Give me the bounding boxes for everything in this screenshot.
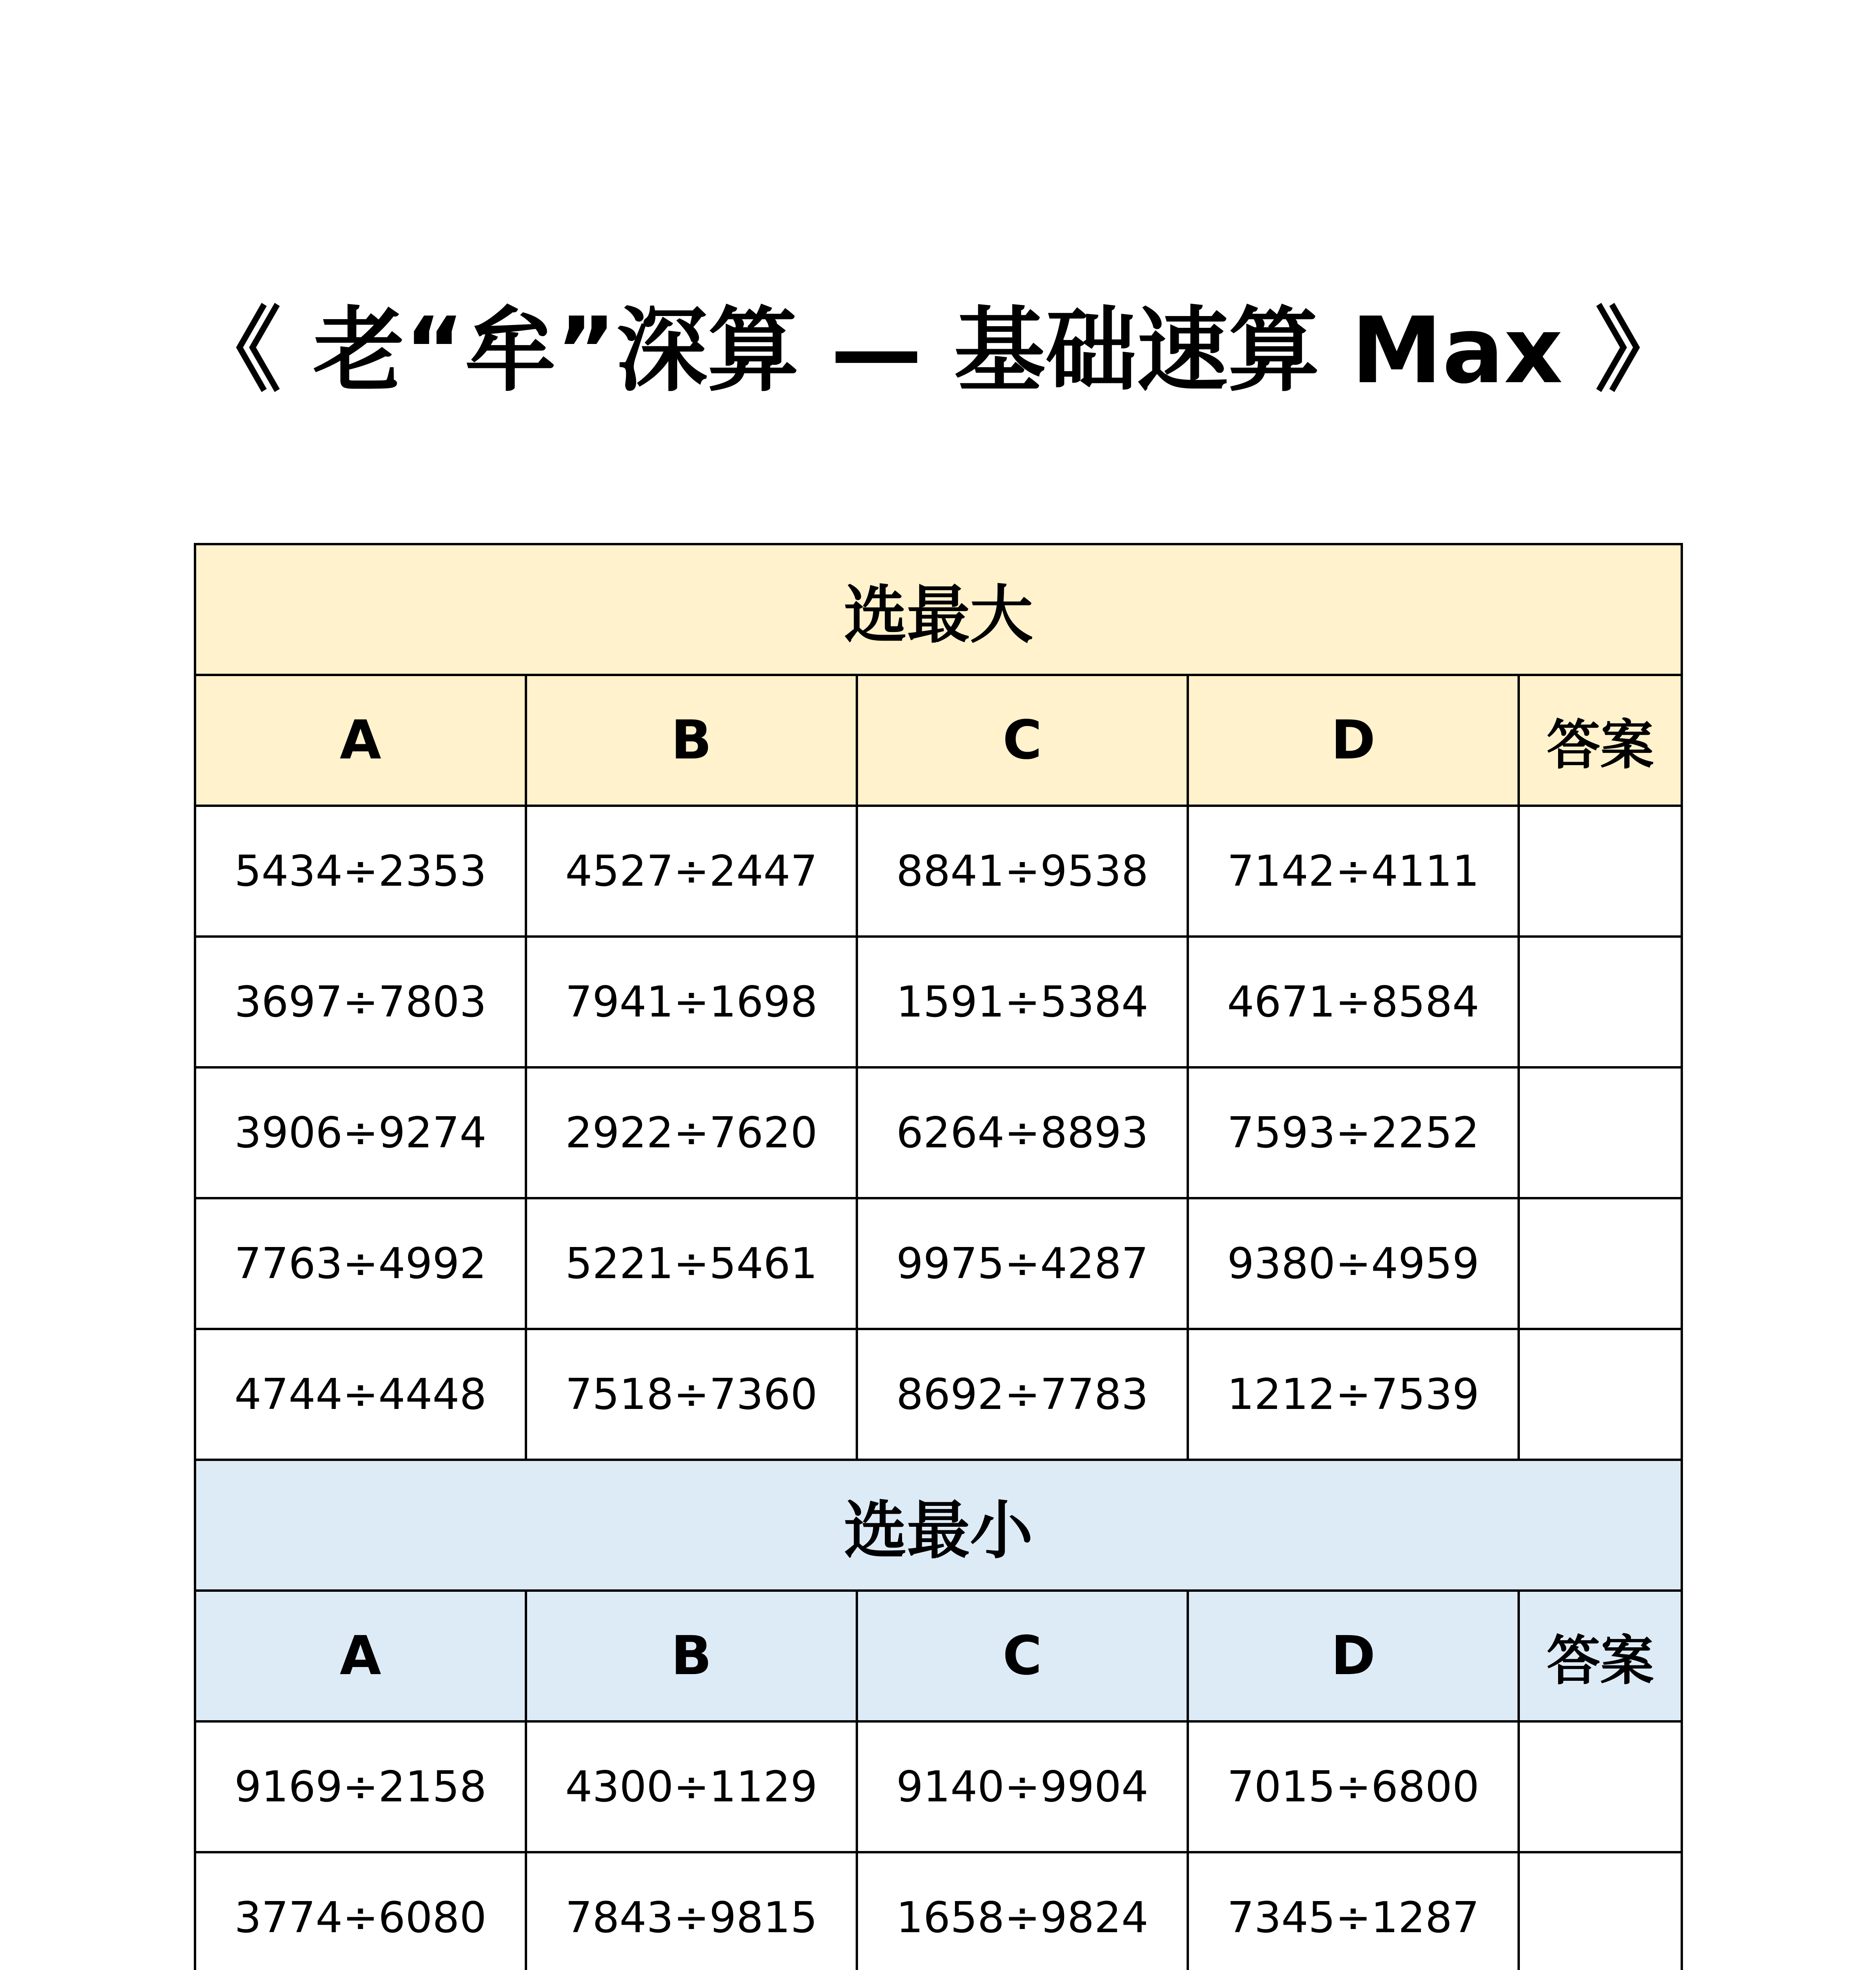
problem-b: 5221÷5461 xyxy=(526,1198,857,1329)
problem-a: 3906÷9274 xyxy=(195,1067,526,1198)
problem-c: 1658÷9824 xyxy=(857,1852,1188,1970)
problem-b: 4527÷2447 xyxy=(526,806,857,937)
problem-c: 9975÷4287 xyxy=(857,1198,1188,1329)
problem-b: 2922÷7620 xyxy=(526,1067,857,1198)
section-heading-row xyxy=(195,1460,1682,1591)
column-header-answer: 答案 xyxy=(1519,1591,1682,1721)
answer-cell[interactable] xyxy=(1519,1852,1682,1970)
problem-c: 6264÷8893 xyxy=(857,1067,1188,1198)
answer-cell[interactable] xyxy=(1519,1329,1682,1460)
problem-b: 4300÷1129 xyxy=(526,1721,857,1852)
table-row xyxy=(195,937,1682,1067)
answer-cell[interactable] xyxy=(1519,937,1682,1067)
problem-c: 1591÷5384 xyxy=(857,937,1188,1067)
problem-d: 1212÷7539 xyxy=(1188,1329,1519,1460)
column-header-c: C xyxy=(857,675,1188,806)
problem-d: 4671÷8584 xyxy=(1188,937,1519,1067)
problem-b: 7941÷1698 xyxy=(526,937,857,1067)
section-heading-row xyxy=(195,544,1682,675)
section-min xyxy=(195,1460,1682,1970)
column-header-b: B xyxy=(526,1591,857,1721)
problem-c: 9140÷9904 xyxy=(857,1721,1188,1852)
problem-c: 8841÷9538 xyxy=(857,806,1188,937)
section-heading-max: 选最大 xyxy=(195,544,1682,675)
section-max xyxy=(195,544,1682,1460)
problem-c: 8692÷7783 xyxy=(857,1329,1188,1460)
table-row xyxy=(195,806,1682,937)
column-header-answer: 答案 xyxy=(1519,675,1682,806)
column-header-d: D xyxy=(1188,675,1519,806)
problem-d: 7345÷1287 xyxy=(1188,1852,1519,1970)
problem-b: 7518÷7360 xyxy=(526,1329,857,1460)
problem-a: 9169÷2158 xyxy=(195,1721,526,1852)
table-row xyxy=(195,1198,1682,1329)
worksheet-table xyxy=(194,543,1683,1970)
table-row xyxy=(195,1329,1682,1460)
column-header-b: B xyxy=(526,675,857,806)
problem-a: 3774÷6080 xyxy=(195,1852,526,1970)
answer-cell[interactable] xyxy=(1519,1198,1682,1329)
column-header-d: D xyxy=(1188,1591,1519,1721)
table-row xyxy=(195,1721,1682,1852)
table-row xyxy=(195,1067,1682,1198)
column-header-c: C xyxy=(857,1591,1188,1721)
problem-d: 7593÷2252 xyxy=(1188,1067,1519,1198)
page-title: 《 老“牟”深算 — 基础速算 Max 》 xyxy=(190,297,1686,404)
answer-cell[interactable] xyxy=(1519,1721,1682,1852)
column-header-row xyxy=(195,1591,1682,1721)
problem-a: 7763÷4992 xyxy=(195,1198,526,1329)
problem-b: 7843÷9815 xyxy=(526,1852,857,1970)
answer-cell[interactable] xyxy=(1519,806,1682,937)
column-header-a: A xyxy=(195,675,526,806)
problem-d: 7142÷4111 xyxy=(1188,806,1519,937)
problem-a: 5434÷2353 xyxy=(195,806,526,937)
column-header-row xyxy=(195,675,1682,806)
column-header-a: A xyxy=(195,1591,526,1721)
problem-a: 3697÷7803 xyxy=(195,937,526,1067)
table-row xyxy=(195,1852,1682,1970)
problem-d: 9380÷4959 xyxy=(1188,1198,1519,1329)
section-heading-min: 选最小 xyxy=(195,1460,1682,1591)
problem-d: 7015÷6800 xyxy=(1188,1721,1519,1852)
problem-a: 4744÷4448 xyxy=(195,1329,526,1460)
answer-cell[interactable] xyxy=(1519,1067,1682,1198)
